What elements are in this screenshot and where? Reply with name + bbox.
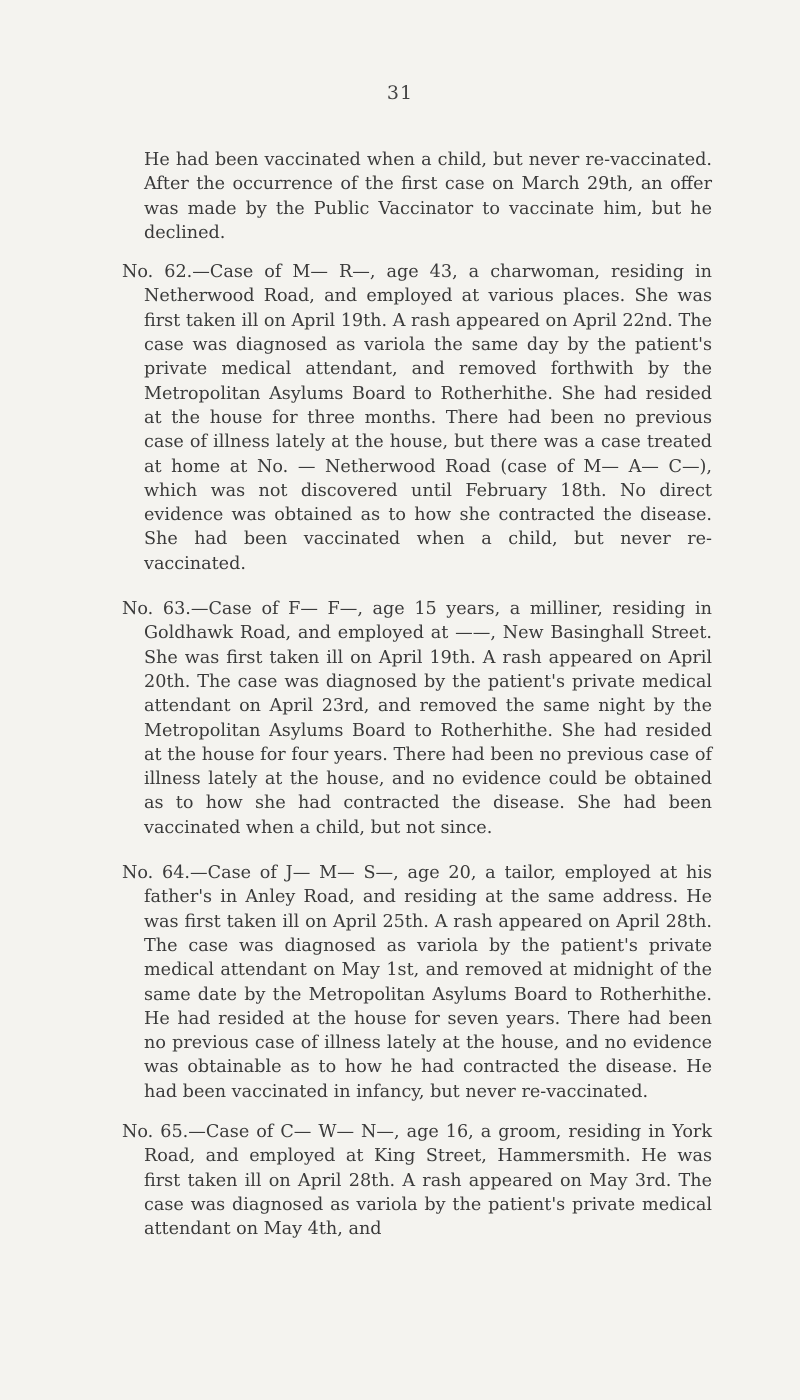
case-entry-63: No. 63.—Case of F— F—, age 15 years, a milliner, residing in Goldhawk Road, and employed at ——, New Basinghall Street. She was first taken ill on April 19th. A rash appeared on April 20th. The case was diagnosed by the patient's private medical attendant on April 23rd, and removed the same night by the Metropolitan Asylums Board to Rotherhithe. She had resided at the house for four years. There had been no previous case of illness lately at the house, and no evidence could be obtained as to how she had contracted the disease. She had been vaccinated when a child, but not since. (122, 599, 712, 838)
case-entry-64: No. 64.—Case of J— M— S—, age 20, a tailor, employed at his father's in Anley Road, and residing at the same address. He was first taken ill on April 25th. A rash appeared on April 28th. The case was diagnosed as variola by the patient's private medical attendant on May 1st, and removed at midnight of the same date by the Metropolitan Asylums Board to Rotherhithe. He had resided at the house for seven years. There had been no previous case of illness lately at the house, and no evidence was obtainable as to how he had contracted the disease. He had been vaccinated in infancy, but never re-vaccinated. (122, 863, 712, 1102)
case-entry-65: No. 65.—Case of C— W— N—, age 16, a groom, residing in York Road, and employed at King Street, Hammersmith. He was first taken ill on April 28th. A rash appeared on May 3rd. The case was diagnosed as variola by the patient's private medical attendant on May 4th, and (122, 1121, 712, 1240)
page-body (122, 148, 712, 1241)
page-number: 31 (386, 82, 414, 104)
case-entry-62: No. 62.—Case of M— R—, age 43, a charwoman, residing in Netherwood Road, and employed at various places. She was first taken ill on April 19th. A rash appeared on April 22nd. The case was diagnosed as variola the same day by the patient's private medical attendant, and removed forthwith by the Metropolitan Asylums Board to Rotherhithe. She had resided at the house for three months. There had been no previous case of illness lately at the house, but there was a case treated at home at No. — Netherwood Road (case of M— A— C—), which was not discovered until February 18th. No direct evidence was obtained as to how she contracted the disease. She had been vaccinated when a child, but never re-vaccinated. (122, 262, 712, 574)
paragraph-continuation: He had been vaccinated when a child, but never re-vaccinated. After the occurrence of the first case on March 29th, an offer was made by the Public Vaccinator to vaccinate him, but he declined. (144, 150, 712, 243)
